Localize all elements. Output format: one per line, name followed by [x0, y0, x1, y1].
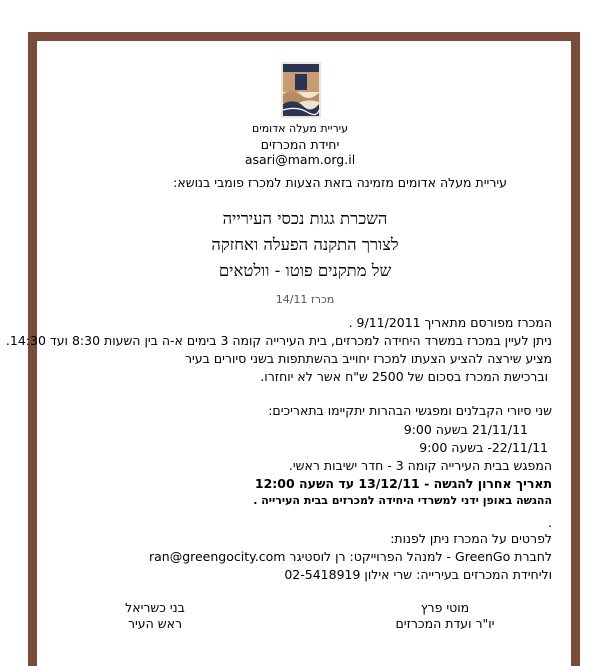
signature-right-name: מוטי פרץ — [420, 600, 470, 615]
signature-left-title: ראש העיר — [127, 616, 183, 631]
body-line-2: ניתן לעיין במכרז במשרד היחידה למכרזים, בית העירייה קומה 3 בימים א-ה בין השעות 8:30 ועד 14:30. — [5, 333, 552, 348]
tours-intro: שני סיורי הקבלנים ומפגשי הבהרות יתקיימו בתאריכים: — [268, 403, 552, 418]
body-line-1: המכרז מפורסם מתאריך 9/11/2011 . — [348, 315, 552, 330]
contact-unit: וליחידת המכרזים בעירייה: שרי אילון 02-5418919 — [284, 567, 552, 582]
body-line-3: מציע שירצה להציע הצעתו למכרז יחוייב בהשתתפות בשני סיורים בעיר — [184, 351, 552, 366]
tour-location: המפגש בבית העירייה קומה 3 - חדר ישיבות ראשי. — [288, 458, 552, 473]
invitation-text: עיריית מעלה אדומים מזמינה בזאת הצעות למכרז פומבי בנושא: — [173, 175, 507, 190]
tender-number: מכרז 14/11 — [275, 293, 335, 306]
tour-date-1: 21/11/11 בשעה 9:00 — [403, 422, 528, 437]
signature-right-title: יו"ר ועדת המכרזים — [395, 616, 495, 631]
contacts-intro: לפרטים על המכרז ניתן לפנות: — [390, 531, 552, 546]
deadline-line-1: תאריך אחרון להגשה - 13/12/11 עד השעה 12:00 — [254, 476, 552, 491]
contact-email[interactable]: asari@mam.org.il — [244, 152, 356, 167]
body-line-4: וברכישת המכרז בסכום של 2500 ש"ח אשר לא יוחזרו. — [260, 369, 548, 384]
signature-left-name: בני כשריאל — [125, 600, 185, 615]
contact-company: לחברת GreenGo - למנהל הפרוייקט: רן לוסטיגר ran@greengocity.com — [148, 549, 552, 564]
title-line-1: השכרת גגות נכסי העירייה — [222, 209, 388, 228]
city-logo-icon — [279, 62, 323, 118]
title-line-3: של מתקנים פוטו - וולטאים — [218, 261, 392, 280]
tour-date-2: 22/11/11- בשעה 9:00 — [419, 440, 548, 455]
title-line-2: לצורך התקנה הפעלה ואחזקה — [211, 235, 399, 254]
deadline-line-2: ההגשה באופן ידני למשרדי היחידה למכרזים בבית העירייה . — [253, 494, 552, 507]
unit-name: יחידת המכרזים — [260, 137, 340, 152]
separator-dot: . — [548, 515, 552, 530]
org-name: עיריית מעלה אדומים — [251, 122, 349, 135]
